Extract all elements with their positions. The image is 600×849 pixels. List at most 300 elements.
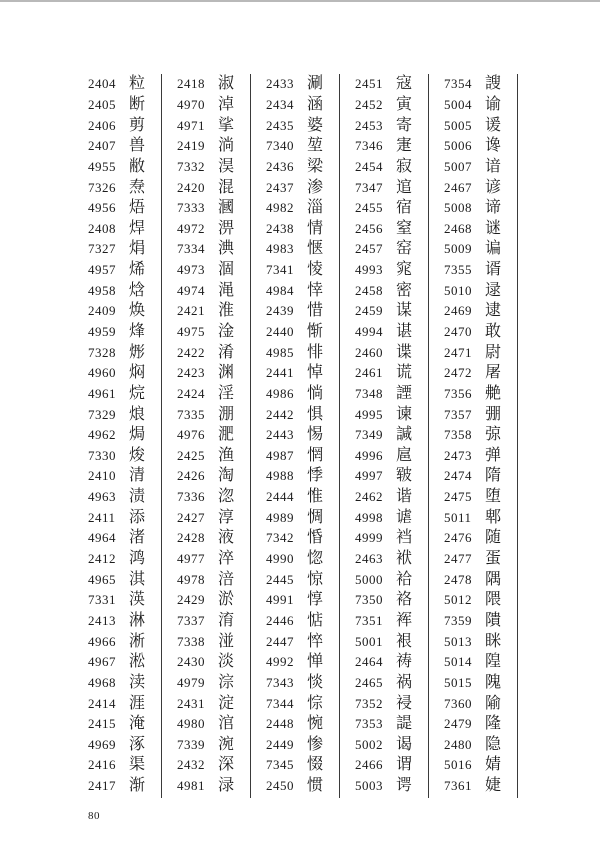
character: 断 [129, 95, 146, 113]
code-number: 2458 [355, 282, 383, 298]
character: 焖 [129, 364, 146, 382]
table-row [86, 157, 161, 178]
table-row [86, 487, 161, 508]
table-row [175, 280, 250, 301]
table-row [86, 384, 161, 405]
character: 淦 [218, 323, 235, 340]
code-number: 2468 [444, 220, 472, 236]
code-number: 2406 [88, 117, 116, 133]
code-number: 2417 [88, 778, 116, 794]
table-row [442, 74, 517, 95]
character: 涮 [307, 75, 324, 93]
code-number: 2419 [177, 138, 205, 154]
code-number: 2452 [355, 96, 383, 112]
character: 惊 [307, 570, 324, 588]
table-row [264, 198, 339, 219]
table-row [86, 301, 161, 322]
table-row [353, 342, 428, 363]
code-number: 2442 [266, 406, 294, 422]
table-row [353, 446, 428, 467]
character: 烯 [129, 261, 146, 279]
code-number: 4966 [88, 633, 116, 649]
character: 焓 [129, 281, 146, 299]
table-row [86, 714, 161, 735]
table-row [86, 528, 161, 549]
character: 惧 [307, 405, 324, 423]
code-number: 4995 [355, 406, 383, 422]
table-row [86, 755, 161, 776]
code-number: 4967 [88, 654, 116, 670]
code-number: 4960 [88, 365, 116, 381]
code-number: 5002 [355, 736, 383, 752]
code-number: 2440 [266, 324, 294, 339]
character: 漍 [218, 199, 235, 217]
code-number: 4984 [266, 282, 294, 298]
code-number: 2463 [355, 551, 383, 567]
character: 堃 [307, 137, 324, 155]
code-number: 2465 [355, 674, 383, 690]
code-number: 4987 [266, 447, 294, 463]
code-number: 7346 [355, 138, 383, 154]
code-number: 7342 [266, 530, 294, 546]
character: 涯 [129, 694, 146, 712]
character: 淯 [218, 611, 235, 629]
character: 惆 [307, 508, 324, 526]
character: 婕 [485, 777, 502, 795]
code-number: 7348 [355, 385, 383, 401]
character: 袷 [396, 570, 413, 588]
code-number: 2451 [355, 76, 383, 92]
character: 涸 [218, 261, 235, 279]
code-column-4 [353, 74, 429, 798]
character: 隤 [485, 611, 502, 629]
code-number: 4989 [266, 509, 294, 525]
code-number: 5012 [444, 592, 472, 608]
character: 挲 [218, 116, 235, 134]
table-row [353, 776, 428, 797]
character: 涫 [218, 715, 235, 733]
code-number: 4996 [355, 447, 383, 463]
code-number: 2450 [266, 778, 294, 794]
table-row [264, 115, 339, 136]
table-row [442, 177, 517, 198]
character: 惦 [307, 611, 324, 629]
code-number: 2431 [177, 695, 205, 711]
character: 惛 [307, 529, 324, 547]
character: 谑 [396, 508, 413, 526]
code-number: 2438 [266, 220, 294, 236]
code-number: 7359 [444, 612, 472, 628]
code-number: 5004 [444, 96, 472, 112]
character: 祷 [396, 653, 413, 671]
character: 諲 [396, 384, 413, 402]
code-number: 2437 [266, 179, 294, 195]
character: 谝 [485, 240, 502, 258]
character: 液 [218, 529, 235, 547]
table-row [353, 425, 428, 446]
code-number: 4964 [88, 530, 116, 546]
table-row [175, 652, 250, 673]
table-row [264, 425, 339, 446]
code-number: 2466 [355, 757, 383, 773]
table-row [442, 652, 517, 673]
table-row [442, 157, 517, 178]
table-row [175, 446, 250, 467]
table-row [264, 631, 339, 652]
character: 惯 [307, 777, 324, 795]
character: 烽 [129, 323, 146, 340]
table-row [264, 136, 339, 157]
code-number: 4993 [355, 262, 383, 278]
table-row [175, 735, 250, 756]
code-number: 4998 [355, 509, 383, 525]
table-row [442, 115, 517, 136]
character-code-table [86, 74, 531, 798]
table-row [442, 322, 517, 343]
table-row [353, 260, 428, 281]
character: 焆 [129, 240, 146, 258]
code-number: 2410 [88, 468, 116, 484]
table-row [442, 487, 517, 508]
code-number: 7336 [177, 489, 205, 505]
table-row [442, 611, 517, 632]
table-row [353, 466, 428, 487]
code-number: 2462 [355, 489, 383, 505]
character: 淟 [218, 240, 235, 258]
code-number: 2443 [266, 427, 294, 443]
table-row [353, 218, 428, 239]
character: 焐 [129, 199, 146, 217]
character: 淇 [129, 570, 146, 588]
code-number: 4971 [177, 117, 205, 133]
table-row [353, 755, 428, 776]
code-number: 4958 [88, 282, 116, 298]
code-number: 7330 [88, 447, 116, 463]
table-row [353, 384, 428, 405]
code-number: 2445 [266, 571, 294, 587]
character: 祸 [396, 673, 413, 691]
code-number: 2469 [444, 303, 472, 319]
table-row [264, 280, 339, 301]
table-row [175, 384, 250, 405]
character: 艴 [485, 384, 502, 402]
table-row [175, 115, 250, 136]
table-row [353, 74, 428, 95]
table-row [86, 507, 161, 528]
code-number: 2414 [88, 695, 116, 711]
code-number: 4981 [177, 778, 205, 794]
table-row [175, 239, 250, 260]
table-row [353, 631, 428, 652]
character: 淀 [218, 694, 235, 712]
character: 淌 [218, 137, 235, 155]
table-row [353, 673, 428, 694]
code-number: 2454 [355, 158, 383, 174]
code-number: 7351 [355, 612, 383, 628]
table-row [86, 652, 161, 673]
code-number: 4969 [88, 736, 116, 752]
code-number: 2475 [444, 489, 472, 505]
table-row [86, 404, 161, 425]
table-row [264, 322, 339, 343]
code-number: 2479 [444, 716, 472, 732]
character: 情 [307, 219, 324, 237]
code-number: 2407 [88, 138, 116, 154]
table-row [353, 136, 428, 157]
character: 寅 [396, 95, 413, 113]
code-number: 4975 [177, 324, 205, 339]
code-number: 4955 [88, 158, 116, 174]
character: 深 [218, 756, 235, 774]
table-row [175, 198, 250, 219]
table-row [264, 735, 339, 756]
code-number: 2416 [88, 757, 116, 773]
table-row [442, 260, 517, 281]
code-number: 2422 [177, 344, 205, 360]
table-row [353, 157, 428, 178]
code-number: 5014 [444, 654, 472, 670]
character: 湴 [218, 632, 235, 650]
code-number: 4977 [177, 551, 205, 567]
character: 隈 [485, 591, 502, 609]
table-row [442, 95, 517, 116]
character: 淴 [218, 488, 235, 506]
character: 谛 [485, 199, 502, 217]
table-row [175, 528, 250, 549]
character: 郫 [485, 508, 502, 526]
character: 淞 [129, 653, 146, 671]
table-row [175, 322, 250, 343]
character: 尉 [485, 343, 502, 361]
table-row [86, 673, 161, 694]
character: 渑 [218, 281, 235, 299]
character: 混 [218, 178, 235, 196]
character: 悸 [307, 467, 324, 485]
table-row [86, 611, 161, 632]
character: 隅 [485, 570, 502, 588]
character: 淖 [218, 95, 235, 113]
code-number: 2412 [88, 551, 116, 567]
code-number: 2444 [266, 489, 294, 505]
character: 淹 [129, 715, 146, 733]
code-number: 2420 [177, 179, 205, 195]
character: 逯 [485, 281, 502, 299]
code-column-2 [175, 74, 251, 798]
table-row [442, 507, 517, 528]
table-row [353, 611, 428, 632]
code-number: 2424 [177, 385, 205, 401]
page-number: 80 [88, 810, 100, 822]
character: 惨 [307, 735, 324, 753]
table-row [175, 487, 250, 508]
table-row [175, 363, 250, 384]
character: 惙 [307, 756, 324, 774]
table-row [86, 218, 161, 239]
character: 涪 [218, 570, 235, 588]
table-row [175, 714, 250, 735]
table-row [86, 74, 161, 95]
table-row [442, 301, 517, 322]
table-row [175, 404, 250, 425]
code-number: 7343 [266, 674, 294, 690]
character: 渠 [129, 756, 146, 774]
table-row [353, 239, 428, 260]
table-row [264, 652, 339, 673]
character: 淏 [218, 157, 235, 175]
code-number: 4972 [177, 220, 205, 236]
character: 惘 [307, 446, 324, 464]
character: 谐 [396, 488, 413, 506]
table-row [353, 693, 428, 714]
character: 逭 [396, 178, 413, 196]
code-number: 2409 [88, 303, 116, 319]
table-row [175, 218, 250, 239]
character: 谚 [485, 178, 502, 196]
character: 淋 [129, 611, 146, 629]
code-number: 7344 [266, 695, 294, 711]
code-number: 7335 [177, 406, 205, 422]
character: 谒 [396, 735, 413, 753]
code-number: 2455 [355, 200, 383, 216]
table-row [353, 363, 428, 384]
code-number: 2404 [88, 76, 116, 92]
table-row [442, 425, 517, 446]
code-number: 7328 [88, 344, 116, 360]
code-number: 2434 [266, 96, 294, 112]
code-number: 4979 [177, 674, 205, 690]
table-row [264, 466, 339, 487]
character: 渍 [129, 488, 146, 506]
character: 剪 [129, 116, 146, 134]
code-number: 4992 [266, 654, 294, 670]
table-row [175, 569, 250, 590]
code-number: 2411 [88, 509, 116, 525]
code-number: 2446 [266, 612, 294, 628]
table-row [264, 260, 339, 281]
table-row [175, 755, 250, 776]
character: 梁 [307, 157, 324, 175]
table-row [353, 652, 428, 673]
character: 屠 [485, 364, 502, 382]
code-number: 2432 [177, 757, 205, 773]
table-row [442, 280, 517, 301]
code-number: 4999 [355, 530, 383, 546]
code-number: 5015 [444, 674, 472, 690]
table-row [264, 487, 339, 508]
table-row [442, 466, 517, 487]
character: 宿 [396, 199, 413, 217]
code-number: 4985 [266, 344, 294, 360]
code-number: 7338 [177, 633, 205, 649]
character: 烺 [129, 405, 146, 423]
code-number: 2457 [355, 241, 383, 257]
code-number: 4973 [177, 262, 205, 278]
table-row [442, 404, 517, 425]
character: 扈 [396, 446, 413, 464]
table-row [175, 177, 250, 198]
character: 窕 [396, 261, 413, 279]
character: 涿 [129, 735, 146, 753]
table-row [175, 549, 250, 570]
code-number: 5011 [444, 509, 472, 525]
code-number: 7329 [88, 406, 116, 422]
table-row [86, 322, 161, 343]
character: 敝 [129, 157, 146, 175]
table-row [175, 74, 250, 95]
character: 谖 [485, 116, 502, 134]
character: 淳 [218, 508, 235, 526]
code-number: 7357 [444, 406, 472, 422]
table-row [353, 569, 428, 590]
code-number: 5008 [444, 200, 472, 216]
code-number: 7352 [355, 695, 383, 711]
character: 淆 [218, 343, 235, 361]
character: 渔 [218, 446, 235, 464]
code-number: 2435 [266, 117, 294, 133]
code-number: 7350 [355, 592, 383, 608]
code-number: 5013 [444, 633, 472, 649]
code-number: 5005 [444, 117, 472, 133]
code-number: 7337 [177, 612, 205, 628]
table-row [353, 735, 428, 756]
character: 惔 [307, 673, 324, 691]
table-row [442, 239, 517, 260]
table-row [442, 198, 517, 219]
character: 添 [129, 508, 146, 526]
character: 㥄 [307, 261, 324, 279]
table-row [175, 507, 250, 528]
code-number: 4957 [88, 262, 116, 278]
code-number: 2426 [177, 468, 205, 484]
table-row [86, 590, 161, 611]
code-number: 5016 [444, 757, 472, 773]
character: 祲 [396, 694, 413, 712]
character: 弹 [485, 446, 502, 464]
code-number: 2439 [266, 303, 294, 319]
character: 袱 [396, 550, 413, 568]
table-row [264, 239, 339, 260]
code-number: 7333 [177, 200, 205, 216]
table-row [86, 198, 161, 219]
character: 惜 [307, 302, 324, 320]
table-row [264, 404, 339, 425]
code-number: 4961 [88, 385, 116, 401]
character: 兽 [129, 137, 146, 155]
code-number: 4983 [266, 241, 294, 257]
table-row [86, 466, 161, 487]
code-number: 5000 [355, 571, 383, 587]
code-number: 2477 [444, 551, 472, 567]
character: 惇 [307, 591, 324, 609]
code-number: 4978 [177, 571, 205, 587]
code-number: 2456 [355, 220, 383, 236]
table-row [175, 157, 250, 178]
character: 隗 [485, 673, 502, 691]
character: 渊 [218, 364, 235, 382]
code-number: 2471 [444, 344, 472, 360]
character: 淬 [218, 550, 235, 568]
code-number: 5007 [444, 158, 472, 174]
character: 悴 [307, 632, 324, 650]
character: 清 [129, 467, 146, 485]
character: 惋 [307, 715, 324, 733]
table-row [264, 342, 339, 363]
table-row [86, 549, 161, 570]
table-row [264, 755, 339, 776]
code-number: 2421 [177, 303, 205, 319]
table-row [175, 136, 250, 157]
code-number: 2474 [444, 468, 472, 484]
